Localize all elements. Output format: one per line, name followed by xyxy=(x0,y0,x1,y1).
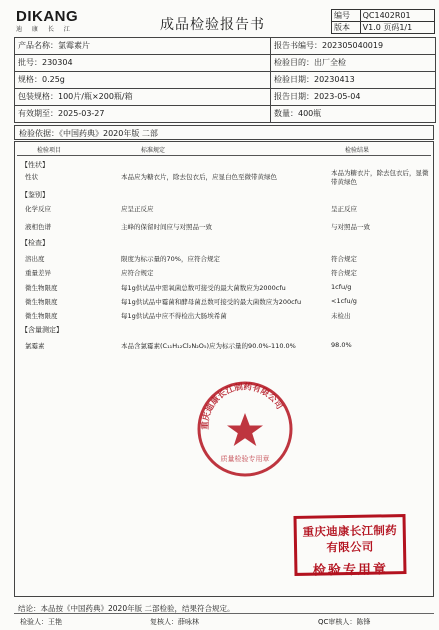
section-assay: 【含量测定】 xyxy=(21,326,63,334)
inspection-stamp: 重庆迪康长江制药有限公司 检验专用章 xyxy=(293,514,406,576)
col-header-standard: 标准规定 xyxy=(141,147,166,154)
section-identification: 【鉴别】 xyxy=(21,191,49,199)
header-divider xyxy=(17,155,431,156)
specification: 规格：0.25g xyxy=(15,72,271,89)
company-logo: DIKANG 迪 康 长 江 xyxy=(16,8,79,33)
document-meta-table xyxy=(331,9,435,34)
product-info-table xyxy=(14,37,436,123)
meta-value-version: V1.0 页码1/1 xyxy=(360,22,434,34)
inspector: 检验人：王艳 xyxy=(20,618,62,626)
svg-text:质量检验专用章: 质量检验专用章 xyxy=(220,455,270,463)
meta-label-number: 编号 xyxy=(332,10,361,22)
product-name: 产品名称：氯霉素片 xyxy=(15,38,271,55)
meta-value-number: QC1402R01 xyxy=(360,10,434,22)
test-basis: 检验依据：《中国药典》2020年版 二部 xyxy=(14,125,434,140)
document-title: 成品检验报告书 xyxy=(160,17,265,33)
test-date: 检验日期：20230413 xyxy=(271,72,436,89)
col-header-result: 检验结果 xyxy=(345,147,370,154)
report-number: 报告书编号：202305040019 xyxy=(271,38,436,55)
expiry-date: 有效期至：2025-03-27 xyxy=(15,106,271,123)
meta-label-version: 版本 xyxy=(332,22,361,34)
footer-divider xyxy=(14,613,434,614)
test-item: 检验目的：出厂全检 xyxy=(271,55,436,72)
report-date: 报告日期：2023-05-04 xyxy=(271,89,436,106)
package-spec: 包装规格：100片/瓶×200瓶/箱 xyxy=(15,89,271,106)
conclusion: 结论：本品按《中国药典》2020年版 二部检验，结果符合规定。 xyxy=(18,604,235,613)
qc-approver: QC审核人：陈锋 xyxy=(318,618,371,626)
section-inspection: 【检查】 xyxy=(21,239,49,247)
col-header-item: 检验项目 xyxy=(37,147,62,154)
results-table: 检验项目 标准规定 检验结果 【性状】 性状 本品应为糖衣片，除去包衣后，应显白色至微带黄绿色 本品为糖衣片，除去包衣后，显微带黄绿色 【鉴别】 化学反应 应呈正反应 呈正反应 液相色谱 主峰的保留时间应与对照品一致 与对照品一致 【检查】 溶出度 限度为标示量的70%，应符合规定 符合规定 重量差异 应符合规定 符合规定 微生物限度 每1g供试品中需氧菌总数可接受的最大菌数应为2000cfu 1cfu/g 微生物限度 每1g供试品中霉菌和酵母菌总数可接受的最大菌数应为200cfu <1cfu/g 微生物限度 每1g供试品中应不得检出大肠埃希菌 未检出 【含量测定】 氯霉素 本品含氯霉素(C₁₁H₁₂Cl₂N₂O₅)应为标示量的90.0%-110.0% 98.0% 重庆迪康长江制药有限公司 质量检验专用章 xyxy=(14,141,434,597)
batch-number: 批号：230304 xyxy=(15,55,271,72)
quantity: 数量：400瓶 xyxy=(271,106,436,123)
svg-text:重庆迪康长江制药有限公司: 重庆迪康长江制药有限公司 xyxy=(200,382,285,430)
round-company-seal xyxy=(195,379,295,479)
section-traits: 【性状】 xyxy=(21,161,49,169)
reviewer: 复核人：薛咏林 xyxy=(150,618,199,626)
